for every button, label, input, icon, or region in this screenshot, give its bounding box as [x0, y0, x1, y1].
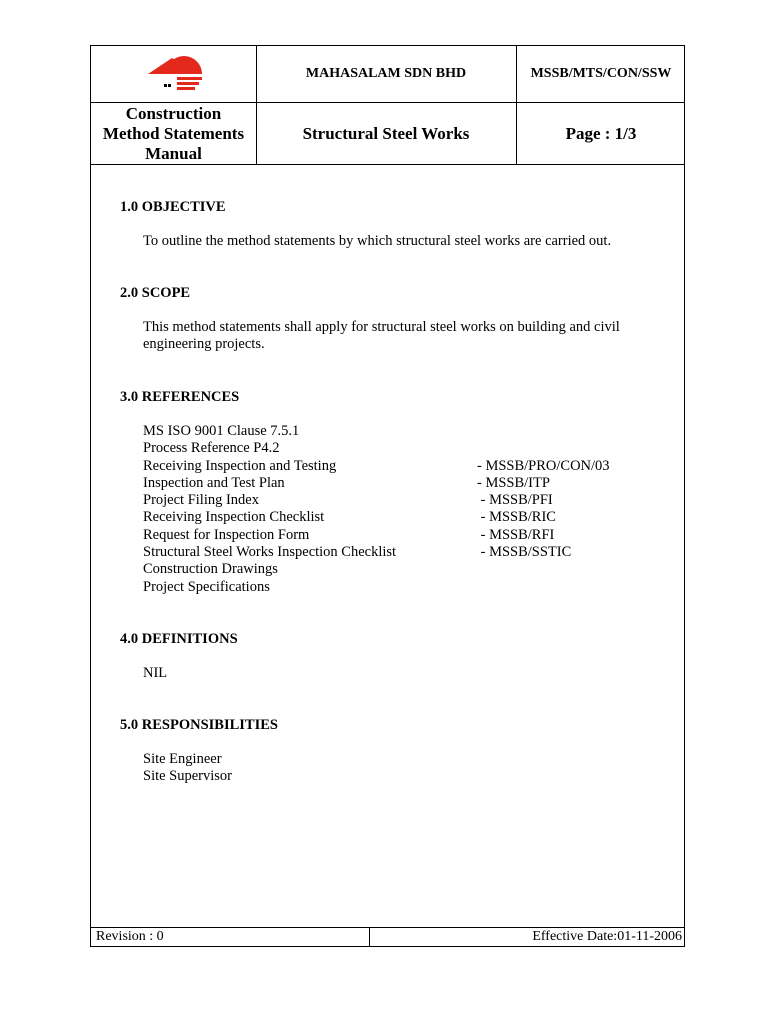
company-name: MAHASALAM SDN BHD: [305, 66, 467, 81]
reference-code: - MSSB/PFI: [477, 492, 553, 509]
manual-title-line: Method Statements: [102, 123, 245, 143]
definitions-text: NIL: [143, 665, 168, 681]
page-number: Page : 1/3: [565, 123, 637, 143]
references-heading: 3.0 REFERENCES: [120, 389, 240, 405]
manual-title-line: Construction: [125, 103, 222, 123]
reference-name: MS ISO 9001 Clause 7.5.1: [143, 423, 300, 439]
company-logo-icon: [144, 54, 204, 94]
responsibilities-heading: 5.0 RESPONSIBILITIES: [120, 717, 278, 733]
scope-text-line: engineering projects.: [143, 336, 265, 353]
definitions-heading: 4.0 DEFINITIONS: [120, 631, 238, 647]
responsibility-item: Site Supervisor: [143, 768, 233, 785]
reference-code: - MSSB/ITP: [477, 474, 550, 491]
reference-name: Process Reference P4.2: [143, 440, 280, 457]
reference-code: - MSSB/RIC: [477, 509, 556, 526]
scope-text-line: This method statements shall apply for structural steel works on building and civil: [143, 319, 620, 335]
reference-item: [143, 561, 653, 578]
reference-name: Receiving Inspection and Testing: [143, 457, 337, 474]
footer-divider: [369, 928, 370, 946]
document-code: MSSB/MTS/CON/SSW: [530, 66, 672, 81]
reference-item: [143, 423, 653, 440]
reference-item: [143, 440, 653, 457]
objective-text: To outline the method statements by which structural steel works are carried out.: [143, 233, 612, 249]
reference-code: - MSSB/RFI: [477, 526, 555, 543]
scope-text: [143, 319, 653, 354]
reference-name: Project Filing Index: [143, 492, 259, 509]
reference-item: [143, 509, 653, 526]
reference-code: - MSSB/PRO/CON/03: [477, 457, 610, 474]
scope-heading: 2.0 SCOPE: [120, 285, 191, 301]
revision-label: Revision : 0: [96, 929, 164, 944]
document-page: [90, 45, 685, 947]
manual-title: [91, 103, 256, 164]
responsibility-item: Site Engineer: [143, 751, 222, 767]
reference-name: Project Specifications: [143, 578, 270, 595]
reference-item: [143, 458, 653, 475]
reference-name: Receiving Inspection Checklist: [143, 509, 325, 526]
reference-item: [143, 527, 653, 544]
reference-name: Construction Drawings: [143, 561, 278, 578]
reference-item: [143, 544, 653, 561]
effective-date: Effective Date:01-11-2006: [532, 929, 682, 944]
objective-heading: 1.0 OBJECTIVE: [120, 199, 226, 215]
reference-name: Request for Inspection Form: [143, 526, 310, 543]
reference-name: Inspection and Test Plan: [143, 474, 285, 491]
reference-name: Structural Steel Works Inspection Checklist: [143, 544, 397, 561]
document-title: Structural Steel Works: [302, 123, 470, 143]
document-header: [91, 46, 684, 165]
reference-item: [143, 492, 653, 509]
reference-item: [143, 579, 653, 596]
reference-code: - MSSB/SSTIC: [477, 544, 572, 561]
company-logo: [91, 46, 256, 102]
responsibilities-list: [143, 751, 653, 786]
references-list: [143, 423, 653, 596]
reference-item: [143, 475, 653, 492]
document-footer: [91, 927, 684, 946]
manual-title-line: Manual: [145, 143, 202, 163]
